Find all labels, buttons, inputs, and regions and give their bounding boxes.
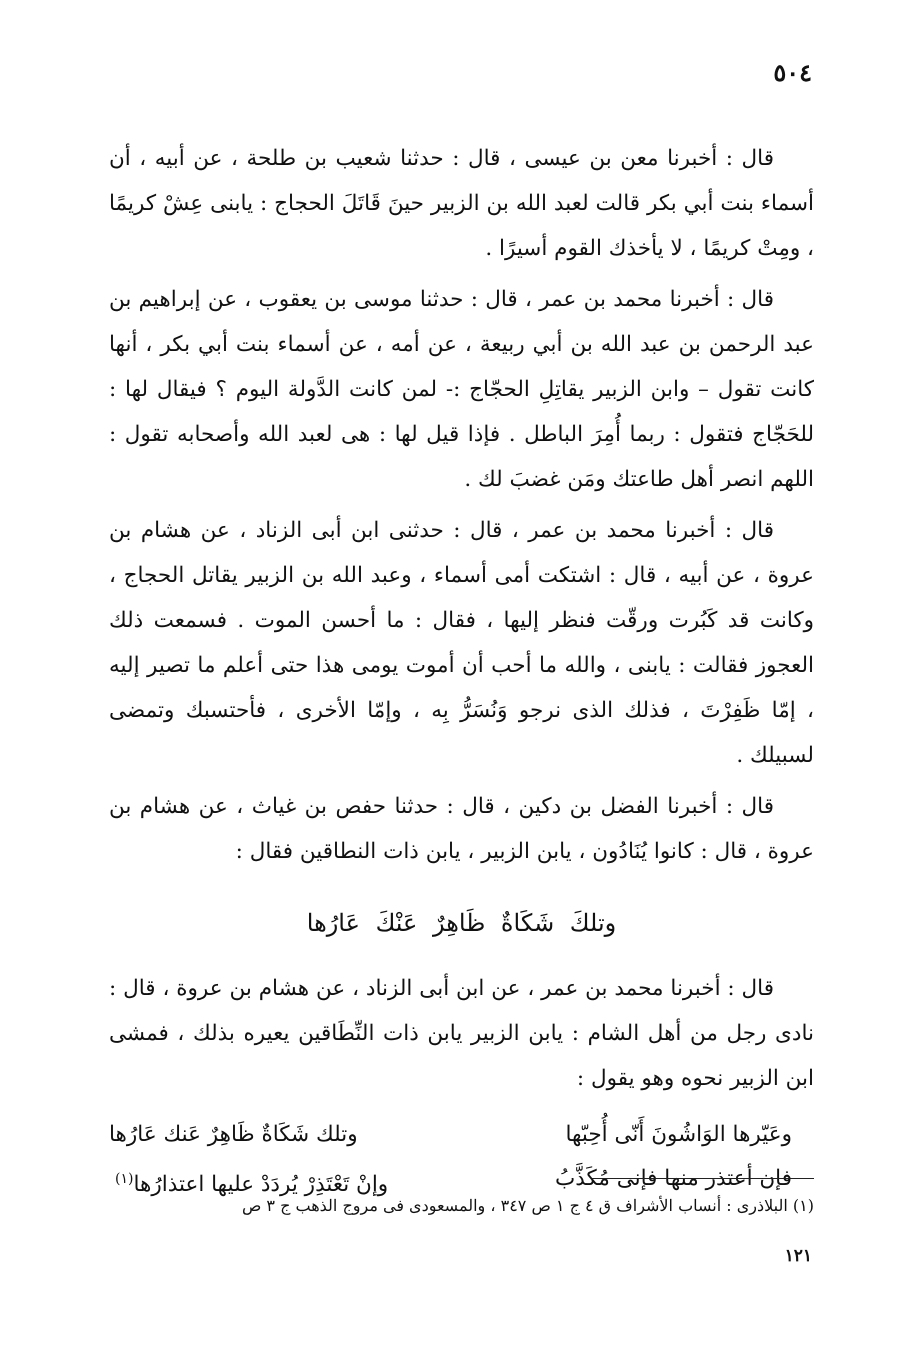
paragraph-5: قال : أخبرنا محمد بن عمر ، عن ابن أبى الزناد ، عن هشام بن عروة ، قال : نادى رجل من أهل الشام : يابن الزبير يابن ذات النِّطَاقين يعيره بذلك ، فمشى ابن الزبير نحوه وهو يقول : [109,976,814,1091]
poem-line-2-first-hemistich: فإن أعتذر منها فإنى مُكَذَّبُ [554,1166,792,1191]
page-number-bottom: ١٢١ [784,1246,812,1266]
poem-line-1-second-text: وتلك شَكَاةٌ ظَاهِرٌ عَنك عَارُها [109,1122,358,1147]
paragraph-1: قال : أخبرنا معن بن عيسى ، قال : حدثنا شعيب بن طلحة ، عن أبيه ، أن أسماء بنت أبي بكر قالت لعبد الله بن الزبير حينَ قَاتَلَ الحجاج : يابنى عِشْ كريمًا ، ومِتْ كريمًا ، لا يأخذك القوم أسيرًا . [109,146,814,261]
footnote: (١) البلاذرى : أنساب الأشراف ق ٤ ج ١ ص ٣٤٧ ، والمسعودى فى مروج الذهب ج ٣ ص [241,1196,814,1215]
poem-line-2-second-text: وإنْ تَعْتَذِرْ يُردَدْ عليها اعتذارُها [133,1172,389,1198]
paragraph-2: قال : أخبرنا محمد بن عمر ، قال : حدثنا موسى بن يعقوب ، عن إبراهيم بن عبد الرحمن بن عبد الله بن أبي ربيعة ، عن أمه ، عن أسماء بنت أبي بكر ، أنها كانت تقول – وابن الزبير يقاتِلِ الحجّاج :- لمن كانت الدَّولة اليوم ؟ فيقال لها : للحَجّاج فتقول : ربما أُمِرَ الباطل . فإذا قيل لها : هى لعبد الله وأصحابه تقول : اللهم انصر أهل طاعتك ومَن غضبَ لك . [109,287,814,492]
main-text [109,136,814,1207]
poem-line-1 [109,1113,814,1157]
poem-line-1-second-hemistich [109,1113,358,1157]
verse-single-line: وتلكَ شَكَاةٌ ظَاهِرٌ عَنْكَ عَارُها [306,909,617,937]
poem-line-1-first-hemistich: وعَيّرها الوَاشُونَ أَنّى أُحِبّها [565,1122,792,1147]
footnote-divider [592,1178,814,1179]
footnote-reference: (١) [115,1171,134,1187]
paragraph-3: قال : أخبرنا محمد بن عمر ، قال : حدثنى ابن أبى الزناد ، عن هشام بن عروة ، عن أبيه ، قال : اشتكت أمى أسماء ، وعبد الله بن الزبير يقاتل الحجاج ، وكانت قد كَبُرت ورقّت فنظر إليها ، فقال : ما أحسن الموت . فسمعت ذلك العجوز فقالت : يابنى ، والله ما أحب أن أموت يومى هذا حتى أعلم ما تصير إليه ، إمّا ظَفِرْتَ ، فذلك الذى نرجو وَنُسَرُّ بِه ، وإمّا الأخرى ، فأحتسبك وتمضى لسبيلك . [109,518,814,768]
paragraph-4: قال : أخبرنا الفضل بن دكين ، قال : حدثنا حفص بن غياث ، عن هشام بن عروة ، قال : كانوا يُنَادُون ، يابن الزبير ، يابن ذات النطاقين فقال : [109,794,814,864]
page-number-top: ٥٠٤ [773,58,812,87]
